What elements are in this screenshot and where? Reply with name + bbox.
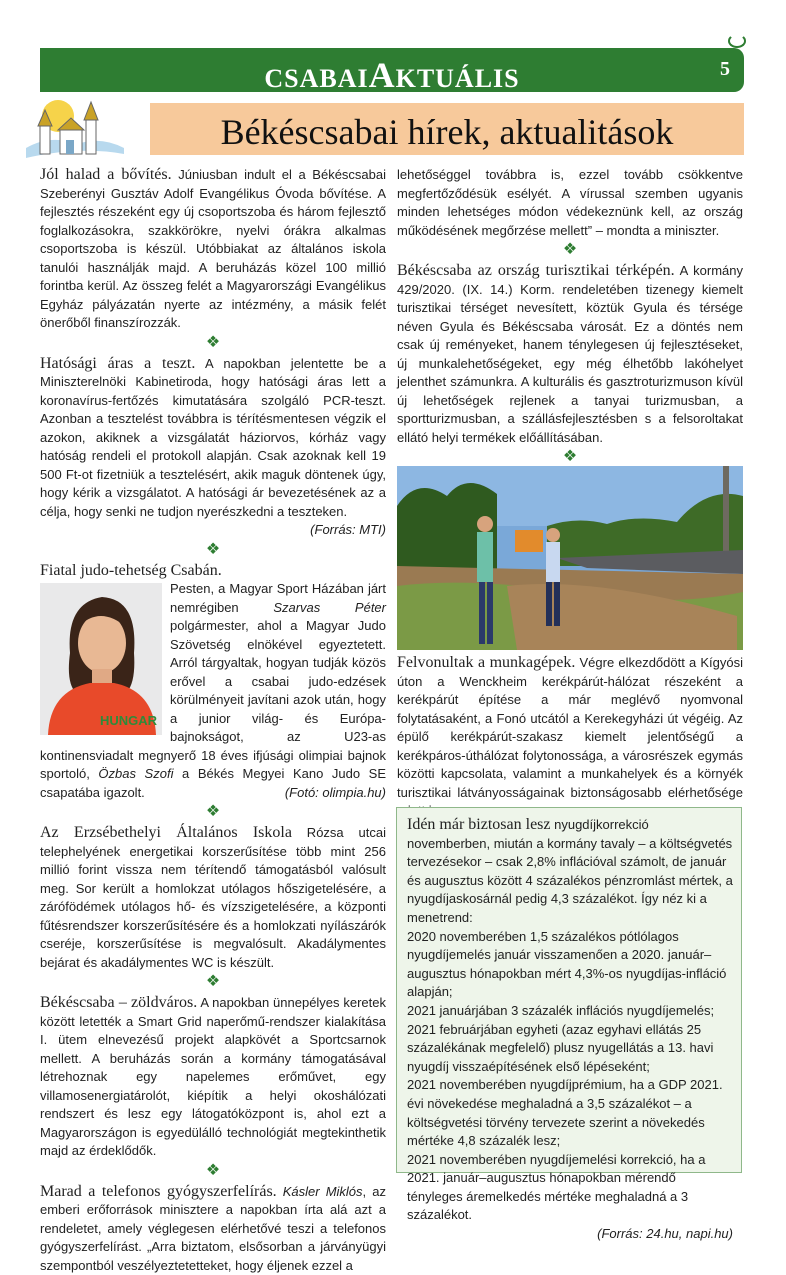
pension-intro: Idén már biztosan lesz nyugdíjkorrekció novemberben, miután a kormány tavaly – a költségvetés tervezésekor – csak 2,8% inflációval számolt, de január és augusztus között 4 százalékos pénzromlást mértek, a nyugdíjaskosárnál pedig 4,3 százalékot. Így néz ki a menetrend: bbox=[407, 816, 733, 928]
article-judo: Fiatal judo-tehetség Csabán. bbox=[40, 562, 386, 581]
church-logo-icon bbox=[20, 96, 130, 166]
pension-item: 2021 novemberében nyugdíjemelési korrekció, ha a 2021. január–augusztus hónapokban mérendő tényleges áremelkedés mértéke meghaladná a 3 százalékot. bbox=[407, 1151, 733, 1225]
right-column bbox=[397, 166, 743, 469]
source-credit: (Forrás: 24.hu, napi.hu) bbox=[597, 1226, 733, 1241]
construction-photo bbox=[397, 466, 743, 650]
judo-block: HUNGAR Pesten, a Magyar Sport Házában járt nemrégiben Szarvas Péter polgármester, ahol a Magyar Judo Szövetség elnökével egyeztetett. Arról tárgyaltak, hogyan tudják közös erővel a csabai judo-edzések körülményeit javítani azok után, hogy a junior világ- és Európa-bajnokságot, az U23-as kontinensviadalt megnyerő 18 éves ifjúsági olimpiai bajnok sportoló, Özbas Szofi a Békés Megyei Kano Judo SE csapatába igazolt. (Fotó: olimpia.hu) bbox=[40, 580, 386, 802]
divider-diamond-icon: ❖ bbox=[40, 540, 386, 562]
article-zoldvaros: Békéscsaba – zöldváros. A napokban ünnepélyes keretek között letették a Smart Grid naperőmű-rendszer kialakítása I. ütem elnevezésű projekt alapkövét a Sportcsarnok mellett. A beruházás során a kormány támogatásával létrehoznak egy napelemes erőművet, egy villamosenergiatárolót, kiépítik a helyi okoshálózati rendszert és lesz egy látogatóközpont is, ahol ezt a Magyarországon is egyedülálló technológiát megtekinthetik majd az érdeklődők. bbox=[40, 994, 386, 1161]
left-column bbox=[40, 166, 386, 1275]
section-banner bbox=[150, 103, 744, 155]
article-pcr-teszt: Hatósági áras a teszt. A napokban jelentette be a Miniszterelnöki Kabinetiroda, hogy hatósági áras lett a koronavírus-fertőzés kimutatására szolgáló PCR-teszt. Azonban a tesztelést továbbra is térítésmentesen végzik el azokon, akiknek a vizsgálatát háziorvos, kórház vagy hatóság rendeli el protokoll alapján. Csak azoknak kell 19 500 Ft-ot fizetniük a tesztelésért, akik maguk döntenek úgy, hogy kérik a vizsgálatot. A hatósági ár bevezetésének az a célja, hogy senki ne tudjon nyerészkedni a teszteken. (Forrás: MTI) bbox=[40, 355, 386, 522]
divider-diamond-icon: ❖ bbox=[40, 1161, 386, 1183]
photo-credit: (Fotó: olimpia.hu) bbox=[285, 784, 386, 803]
section-title: Békéscsabai hírek, aktualitások bbox=[150, 111, 744, 153]
divider-diamond-icon: ❖ bbox=[40, 972, 386, 994]
article-turizmus: Békéscsaba az ország turisztikai térképén. A kormány 429/2020. (IX. 14.) Korm. rendeletében tizenegy kiemelt turisztikai térséget nevesített, köztük Gyula és térsége néven Gyula és Békéscsaba városát. Ez a döntés nem csak új reményeket, hanem ténylegesen új fejlesztéseket, új munkalehetőségeket, egy még élhetőbb lakóhelyet jelenthet számunkra. A kulturális és gasztroturizmuson kívül új lehetőségek rejlenek a tanyai turizmusban, a sportturizmusban, a szállásfejlesztésben s a felsoroltakat ellátó helyi termékek előállításában. bbox=[397, 262, 743, 447]
article-kerekparut: Felvonultak a munkagépek. Végre elkezdődött a Kígyósi úton a Wenckheim kerékpárút-hálózat részeként a kerékpárút építése a már meglévő nyomvonal folytatásaként, a Fonó utcától a Kerekegyházi út végéig. Az épülő kerékpárút-szakasz kiemelt jelentőségű a kerékpáros-úthálózat folytonossága, a városrészek egymás közötti kapcsolata, valamint a munkahelyek és a környék turisztikai látványosságainak biztonságosabb elérhetősége bbox=[397, 654, 743, 821]
pension-item: 2021 februárjában egyheti (azaz egyhavi ellátás 25 százalékának megfelelő) plusz nyugellátás a 13. havi nyugdíj visszaépítésének első lépéseként; bbox=[407, 1021, 733, 1077]
divider-diamond-icon: ❖ bbox=[397, 240, 743, 262]
pension-info-box bbox=[396, 807, 742, 1173]
page-header bbox=[40, 48, 744, 92]
divider-diamond-icon: ❖ bbox=[40, 802, 386, 824]
athlete-photo bbox=[40, 583, 162, 735]
article-iskola: Az Erzsébethelyi Általános Iskola Rózsa utcai telephelyének energetikai korszerűsítése több mint 256 millió forint vissza nem térítendő támogatásból valósult meg. Sor került a homlokzat utólagos hőszigetelésére, a zárófödémek utólagos hő- és vízszigetelésére, a központi fűtésrendszer korszerűsítésére és a homlokzati nyílászárók cseréje, korszerűsítése is megvalósult. Akadálymentes bejárat és akadálymentes WC is készült. bbox=[40, 824, 386, 972]
article-ovoda: Jól halad a bővítés. Júniusban indult el a Békéscsabai Szeberényi Gusztáv Adolf Evangélikus Óvoda bővítése. A fejlesztés részeként egy új csoportszoba és három fejlesztő foglalkozásokra, szakkörökre, nyelvi órákra alkalmas csoportszoba is készül. Utóbbiakat az általános iskola tanulói használják majd. A beruházás közel 100 millió forintba kerül. Az összeg felét a Magyarországi Evangélikus Egyház pályázatán nyerte az intézmény, a másik felét önerőből finanszírozzák. bbox=[40, 166, 386, 333]
pension-item: 2020 novemberében 1,5 százalékos pótlólagos nyugdíjemelés január visszamenően a 2020. január–augusztus hónapokban mért 4,3%-os nyugdíjas-infláció alapján; bbox=[407, 928, 733, 1002]
magazine-title: CSABAIAKTUÁLIS bbox=[40, 54, 744, 96]
right-column-lower bbox=[397, 654, 743, 821]
divider-diamond-icon: ❖ bbox=[40, 333, 386, 355]
page-number: 5 bbox=[720, 58, 730, 81]
article-gyogyszer-continued: lehetőséggel továbbra is, ezzel tovább csökkentve megfertőződésük esélyét. A vírussal szemben ugyanis minden lehetséges módon védekeznünk kell, az ország működésének megőrzése mellett” – mondta a miniszter. bbox=[397, 166, 743, 240]
divider-diamond-icon: ❖ bbox=[397, 447, 743, 469]
pension-item: 2021 novemberében nyugdíjprémium, ha a GDP 2021. évi növekedése meghaladná a 3,5 százalékot – a költségvetési törvény tervezete szerint a növekedés mértéke 4,8 százalék lesz; bbox=[407, 1076, 733, 1150]
pension-item: 2021 januárjában 3 százalék inflációs nyugdíjemelés; bbox=[407, 1002, 733, 1021]
photo-shirt-text: HUNGAR bbox=[100, 713, 158, 728]
swirl-ornament-icon bbox=[728, 34, 746, 48]
article-gyogyszer: Marad a telefonos gyógyszerfelírás. Kásler Miklós, az emberi erőforrások minisztere a napokban írta alá azt a rendeletet, amely véglegesen elérhetővé teszi a telefonos gyógyszerfelírást. „Arra biztatom, elsősorban a járványügyi szempontból veszélyeztetetteket, hogy éljenek ezzel a bbox=[40, 1183, 386, 1275]
source-credit: (Forrás: MTI) bbox=[310, 521, 386, 540]
